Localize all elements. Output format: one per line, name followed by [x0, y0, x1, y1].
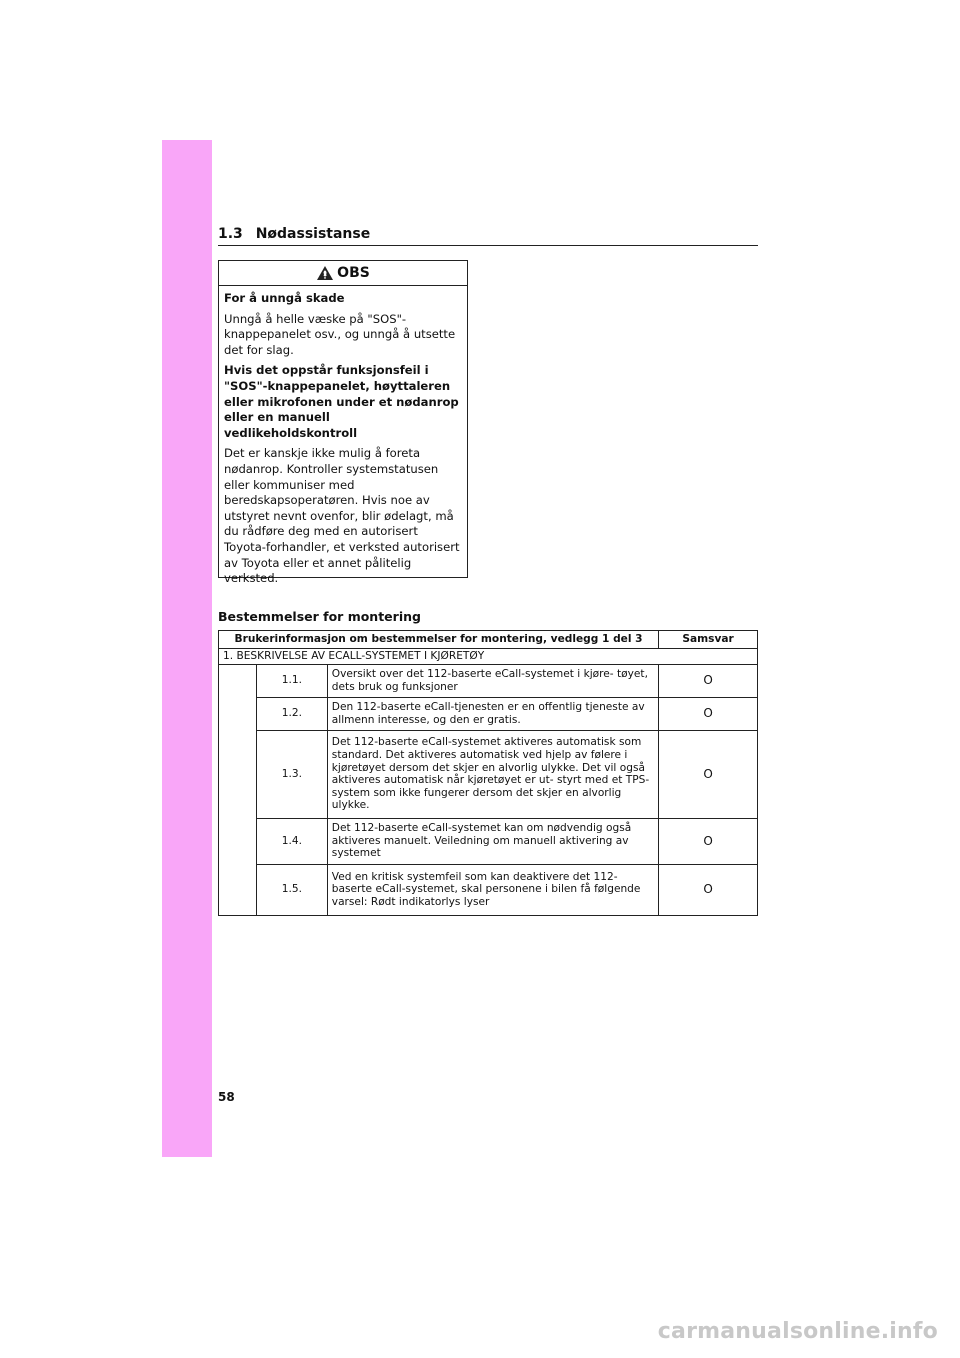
row-compliance: O [659, 818, 758, 864]
table-row [219, 730, 758, 818]
caution-heading: For å unngå skade [224, 291, 345, 305]
caution-label: OBS [337, 265, 370, 281]
header-compliance: Samsvar [659, 631, 758, 649]
row-number: 1.2. [256, 697, 327, 730]
rules-table [218, 630, 758, 916]
row-number: 1.5. [256, 864, 327, 915]
caution-heading: Hvis det oppstår funksjonsfeil i "SOS"-knappepanelet, høyttaleren eller mikrofonen under et nødanrop eller en manuell vedlikeholdskontroll [224, 363, 459, 440]
row-number: 1.4. [256, 818, 327, 864]
watermark: carmanualsonline.info [657, 1319, 938, 1344]
header-info: Brukerinformasjon om bestemmelser for montering, vedlegg 1 del 3 [219, 631, 659, 649]
row-compliance: O [659, 730, 758, 818]
section-row-text: 1. BESKRIVELSE AV ECALL-SYSTEMET I KJØRETØY [219, 649, 758, 665]
row-compliance: O [659, 697, 758, 730]
caution-text: Unngå å helle væske på "SOS"-knappepanelet osv., og unngå å utsette det for slag. [224, 311, 456, 357]
table-section-row [219, 649, 758, 665]
row-text: Oversikt over det 112-baserte eCall-systemet i kjøre- tøyet, dets bruk og funksjoner [327, 664, 658, 697]
row-text: Det 112-baserte eCall-systemet kan om nødvendig også aktiveres manuelt. Veiledning om manuell aktivering av systemet [327, 818, 658, 864]
section-number: 1.3 [218, 226, 243, 242]
row-compliance: O [659, 664, 758, 697]
caution-header [219, 261, 467, 286]
row-number: 1.3. [256, 730, 327, 818]
chapter-tab-strip [162, 140, 212, 1157]
caution-text: Det er kanskje ikke mulig å foreta nødanrop. Kontroller systemstatusen eller kommuniser med beredskapsoperatøren. Hvis noe av utstyret nevnt ovenfor, blir ødelagt, må du rådføre deg med en autorisert Toyota-forhandler, et verksted autorisert av Toyota eller et annet pålitelig verksted. [224, 446, 460, 586]
table-row [219, 697, 758, 730]
section-header [218, 226, 758, 246]
table-row [219, 818, 758, 864]
row-text: Det 112-baserte eCall-systemet aktiveres automatisk som standard. Det aktiveres automatisk ved hjelp av følere i kjøretøyet dersom det skjer en alvorlig ulykke. Det vil også aktiveres automatisk når kjøretøyet er ut- styrt med et TPS-system som ikke fungerer dersom det skjer en alvorlig ulykke. [327, 730, 658, 818]
indent-cell [219, 664, 257, 915]
table-header-row [219, 631, 758, 649]
row-text: Den 112-baserte eCall-tjenesten er en offentlig tjeneste av allmenn interesse, og den er gratis. [327, 697, 658, 730]
row-compliance: O [659, 864, 758, 915]
row-number: 1.1. [256, 664, 327, 697]
rules-title: Bestemmelser for montering [218, 609, 421, 624]
caution-body [219, 286, 467, 587]
page-number: 58 [218, 1090, 235, 1104]
table-row [219, 864, 758, 915]
caution-box [218, 260, 468, 586]
table-row [219, 664, 758, 697]
row-text: Ved en kritisk systemfeil som kan deaktivere det 112-baserte eCall-systemet, skal personene i bilen få følgende varsel: Rødt indikatorlys lyser [327, 864, 658, 915]
warning-triangle-icon [316, 265, 334, 281]
section-title: Nødassistanse [255, 226, 371, 242]
